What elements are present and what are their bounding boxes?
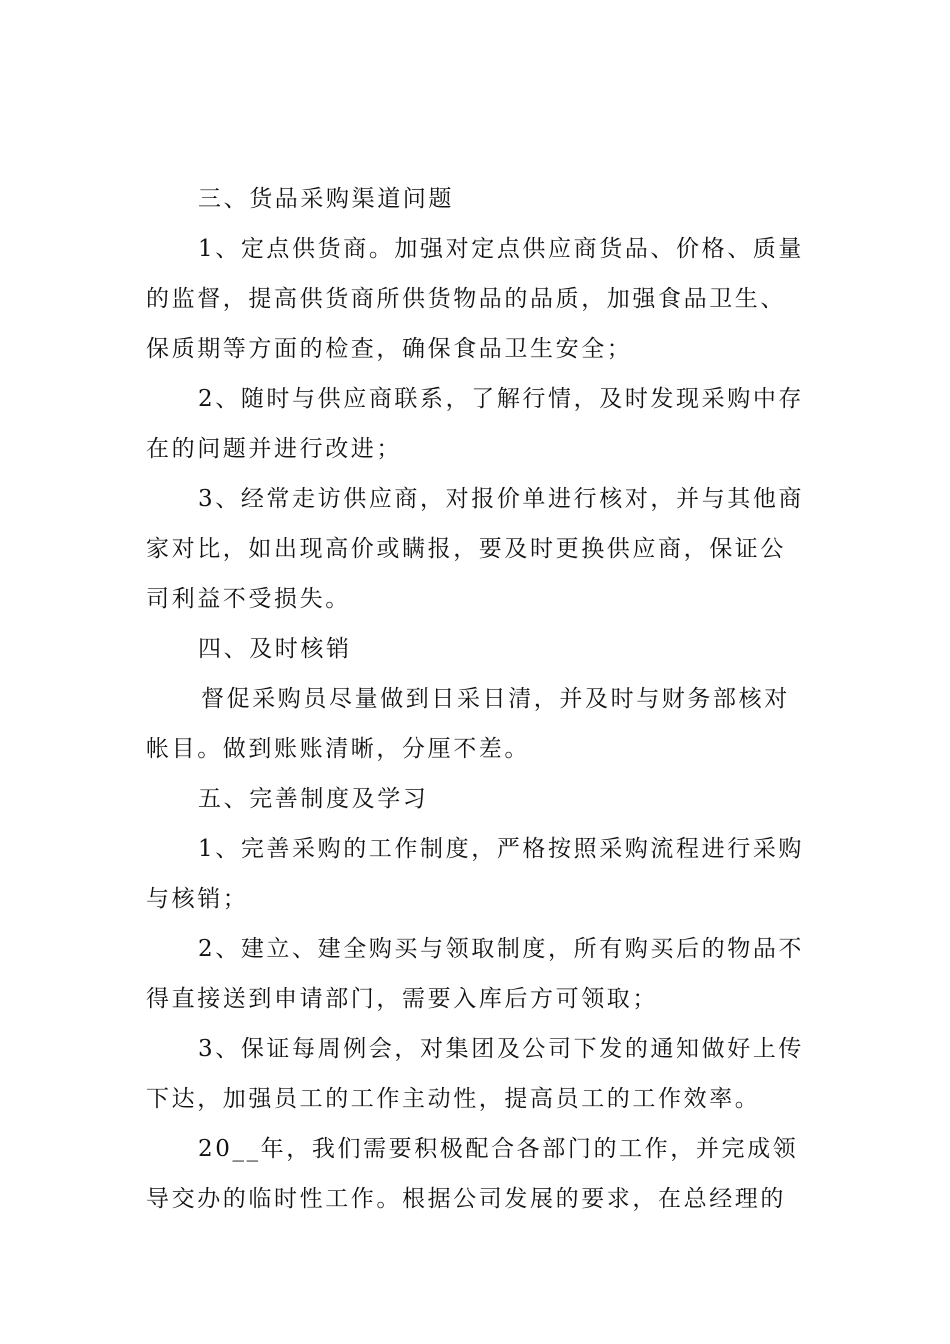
section-heading-3: 三、货品采购渠道问题	[198, 186, 454, 212]
paragraph: 2、建立、建全购买与领取制度，所有购买后的物品不得直接送到申请部门，需要入库后方可领取；	[146, 936, 805, 1012]
section-heading-4: 四、及时核销	[198, 636, 352, 662]
paragraph: 督促采购员尽量做到日采日清，并及时与财务部核对帐目。做到账账清晰，分厘不差。	[146, 686, 790, 762]
section-heading-5: 五、完善制度及学习	[198, 786, 429, 812]
paragraph: 1、完善采购的工作制度，严格按照采购流程进行采购与核销；	[146, 836, 805, 912]
paragraph: 2、随时与供应商联系，了解行情，及时发现采购中存在的问题并进行改进；	[146, 386, 805, 462]
paragraph: 20__年，我们需要积极配合各部门的工作，并完成领导交办的临时性工作。根据公司发展的要求，在总经理的	[146, 1136, 799, 1212]
paragraph: 1、定点供货商。加强对定点供应商货品、价格、质量的监督，提高供货商所供货物品的品质，加强食品卫生、保质期等方面的检查，确保食品卫生安全；	[146, 236, 805, 362]
paragraph: 3、经常走访供应商，对报价单进行核对，并与其他商家对比，如出现高价或瞒报，要及时更换供应商，保证公司利益不受损失。	[146, 486, 805, 612]
paragraph: 3、保证每周例会，对集团及公司下发的通知做好上传下达，加强员工的工作主动性，提高员工的工作效率。	[146, 1036, 805, 1112]
